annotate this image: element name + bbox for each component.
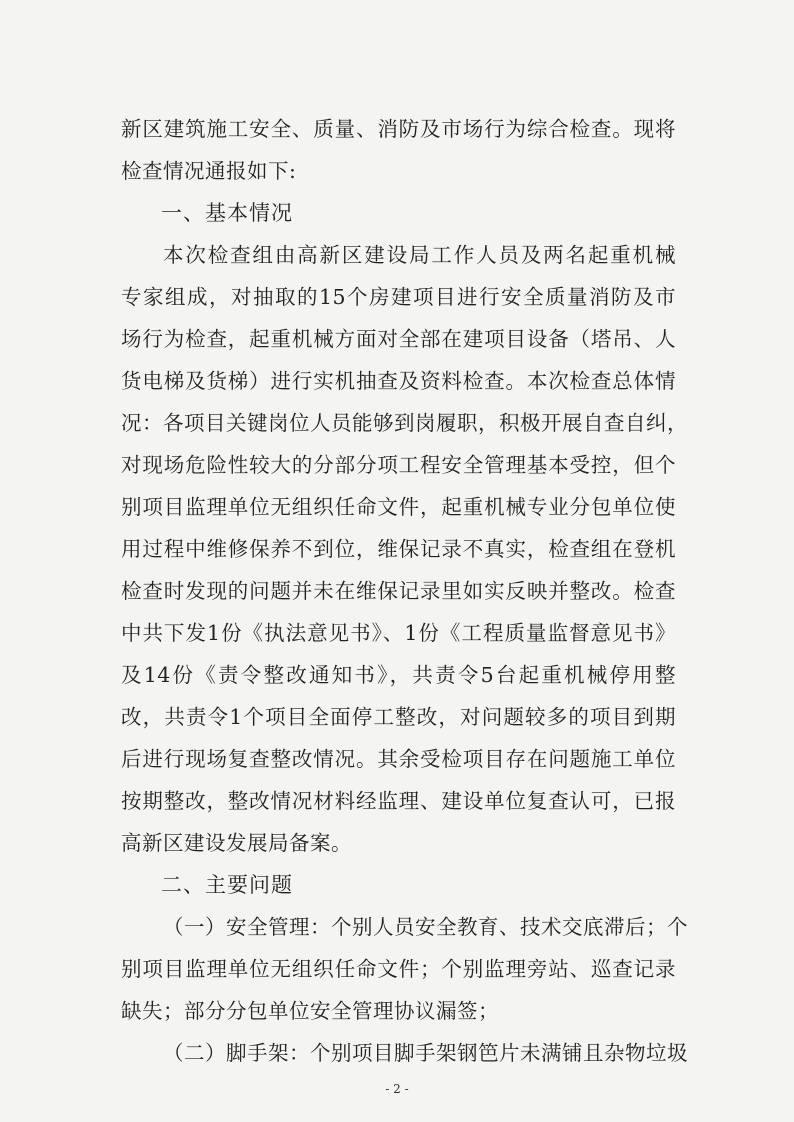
body-line: 后进行现场复查整改情况。其余受检项目存在问题施工单位 — [121, 747, 676, 771]
section-heading-problems: 二、主要问题 — [161, 873, 293, 897]
section-heading-basic: 一、基本情况 — [161, 201, 293, 225]
body-line: 对现场危险性较大的分部分项工程安全管理基本受控，但个 — [121, 453, 676, 477]
body-line: （一）安全管理：个别人员安全教育、技术交底滞后；个 — [163, 915, 688, 939]
body-line: 高新区建设发展局备案。 — [121, 831, 352, 855]
body-line: 专家组成，对抽取的15个房建项目进行安全质量消防及市 — [121, 285, 676, 309]
body-line: 改，共责令1个项目全面停工整改，对问题较多的项目到期 — [121, 705, 676, 729]
body-line: 检查时发现的问题并未在维保记录里如实反映并整改。检查 — [121, 579, 676, 603]
body-line: （二）脚手架：个别项目脚手架钢笆片未满铺且杂物垃圾 — [163, 1041, 688, 1065]
page-number: - 2 - — [385, 1082, 409, 1096]
body-line: 别项目监理单位无组织任命文件，起重机械专业分包单位使 — [121, 495, 676, 519]
body-line: 按期整改，整改情况材料经监理、建设单位复查认可，已报 — [121, 789, 676, 813]
body-line: 场行为检查，起重机械方面对全部在建项目设备（塔吊、人 — [121, 327, 676, 351]
body-line: 缺失；部分分包单位安全管理协议漏签； — [121, 999, 499, 1023]
body-line: 及14份《责令整改通知书》，共责令5台起重机械停用整 — [121, 663, 676, 687]
body-line: 别项目监理单位无组织任命文件；个别监理旁站、巡查记录 — [121, 957, 676, 981]
body-line: 况：各项目关键岗位人员能够到岗履职，积极开展自查自纠， — [121, 411, 688, 435]
body-line: 检查情况通报如下: — [121, 159, 297, 183]
body-line: 货电梯及货梯）进行实机抽查及资料检查。本次检查总体情 — [121, 369, 676, 393]
body-line: 用过程中维修保养不到位，维保记录不真实，检查组在登机 — [121, 537, 676, 561]
body-line: 新区建筑施工安全、质量、消防及市场行为综合检查。现将 — [121, 117, 676, 141]
body-line: 中共下发1份《执法意见书》、1份《工程质量监督意见书》 — [121, 621, 676, 645]
body-line: 本次检查组由高新区建设局工作人员及两名起重机械 — [163, 243, 676, 267]
